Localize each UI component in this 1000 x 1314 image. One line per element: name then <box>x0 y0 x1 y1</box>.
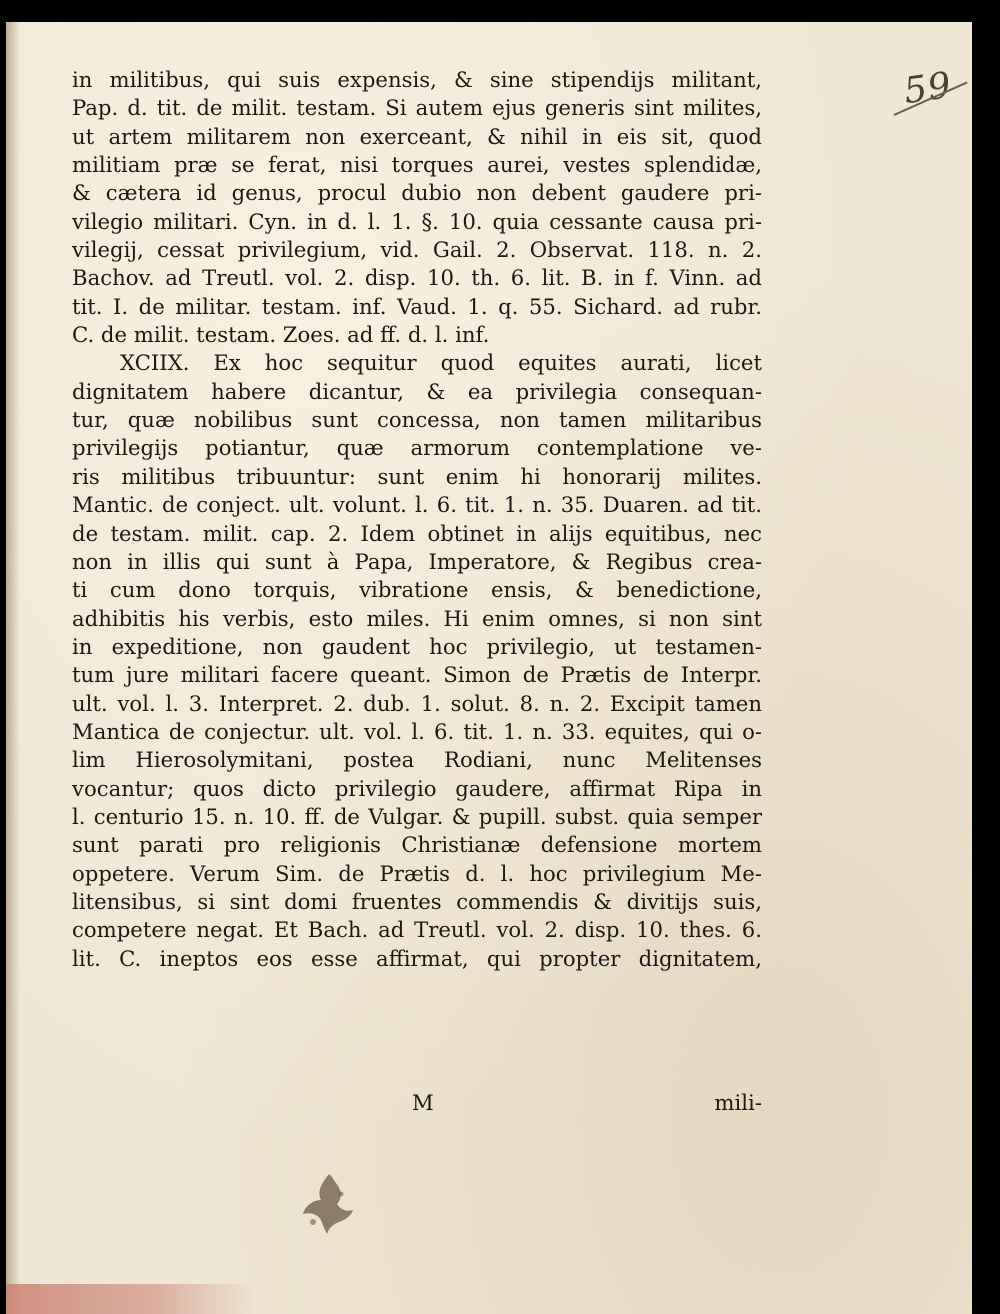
text-line: ti cum dono torquis, vibratione ensis, & benedictione, <box>72 577 762 603</box>
text-line: competere negat. Et Bach. ad Treutl. vol. 2. disp. 10. thes. 6. <box>72 917 762 943</box>
text-line: & cætera id genus, procul dubio non debent gaudere pri- <box>72 180 762 206</box>
text-line: dignitatem habere dicantur, & ea privilegia consequan- <box>72 378 762 404</box>
text-line: Mantica de conjectur. ult. vol. l. 6. tit. 1. n. 33. equites, qui o- <box>72 718 762 744</box>
text-line: lim Hierosolymitani, postea Rodiani, nunc Melitenses <box>72 747 762 773</box>
folio-number: 59 <box>901 64 955 113</box>
text-line: Mantic. de conject. ult. volunt. l. 6. tit. 1. n. 35. Duaren. ad tit. <box>72 492 762 518</box>
text-line: vilegio militari. Cyn. in d. l. 1. §. 10. quia cessante causa pri- <box>72 208 762 234</box>
text-line: Pap. d. tit. de milit. testam. Si autem ejus generis sint milites, <box>72 95 762 121</box>
text-line: militiam præ se ferat, nisi torques aurei, vestes splendidæ, <box>72 152 762 178</box>
text-line: ut artem militarem non exerceant, & nihil in eis sit, quod <box>72 123 762 149</box>
book-page <box>6 22 972 1314</box>
ornament-fleuron-icon <box>291 1170 361 1236</box>
text-line: privilegijs potiantur, quæ armorum contemplatione ve- <box>72 435 762 461</box>
text-line: in militibus, qui suis expensis, & sine stipendijs militant, <box>72 67 762 92</box>
text-line: l. centurio 15. n. 10. ff. de Vulgar. & pupill. subst. quia semper <box>72 803 762 829</box>
text-line: tit. I. de militar. testam. inf. Vaud. 1. q. 55. Sichard. ad rubr. <box>72 293 762 319</box>
page-corner-stain <box>6 1284 256 1314</box>
text-line: tum jure militari facere queant. Simon de Prætis de Interpr. <box>72 662 762 688</box>
text-line: tur, quæ nobilibus sunt concessa, non tamen militaribus <box>72 407 762 433</box>
text-line: vocantur; quos dicto privilegio gaudere, affirmat Ripa in <box>72 775 762 801</box>
section-heading-line: XCIIX. Ex hoc sequitur quod equites aurati, licet <box>120 350 762 376</box>
text-line: de testam. milit. cap. 2. Idem obtinet in alijs equitibus, nec <box>72 520 762 546</box>
text-line: C. de milit. testam. Zoes. ad ff. d. l. inf. <box>72 322 490 348</box>
text-line: ris militibus tribuuntur: sunt enim hi honorarij milites. <box>72 463 762 489</box>
text-line: in expeditione, non gaudent hoc privilegio, ut testamen- <box>72 633 762 659</box>
text-line: vilegij, cessat privilegium, vid. Gail. 2. Observat. 118. n. 2. <box>72 237 762 263</box>
text-line: non in illis qui sunt à Papa, Imperatore, & Regibus crea- <box>72 548 762 574</box>
text-line: oppetere. Verum Sim. de Prætis d. l. hoc privilegium Me- <box>72 860 762 886</box>
text-line: Bachov. ad Treutl. vol. 2. disp. 10. th. 6. lit. B. in f. Vinn. ad <box>72 265 762 291</box>
signature-mark: M <box>412 1090 434 1115</box>
catchword: mili- <box>714 1090 762 1115</box>
text-line: lit. C. ineptos eos esse affirmat, qui propter dignitatem, <box>72 945 762 971</box>
page-gutter-shadow <box>6 22 20 1314</box>
text-line: ult. vol. l. 3. Interpret. 2. dub. 1. solut. 8. n. 2. Excipit tamen <box>72 690 762 716</box>
page-footer <box>72 1090 762 1120</box>
text-line: litensibus, si sint domi fruentes commendis & divitijs suis, <box>72 888 762 914</box>
body-text <box>72 66 762 973</box>
text-line: adhibitis his verbis, esto miles. Hi enim omnes, si non sint <box>72 605 762 631</box>
text-line: sunt parati pro religionis Christianæ defensione mortem <box>72 832 762 858</box>
